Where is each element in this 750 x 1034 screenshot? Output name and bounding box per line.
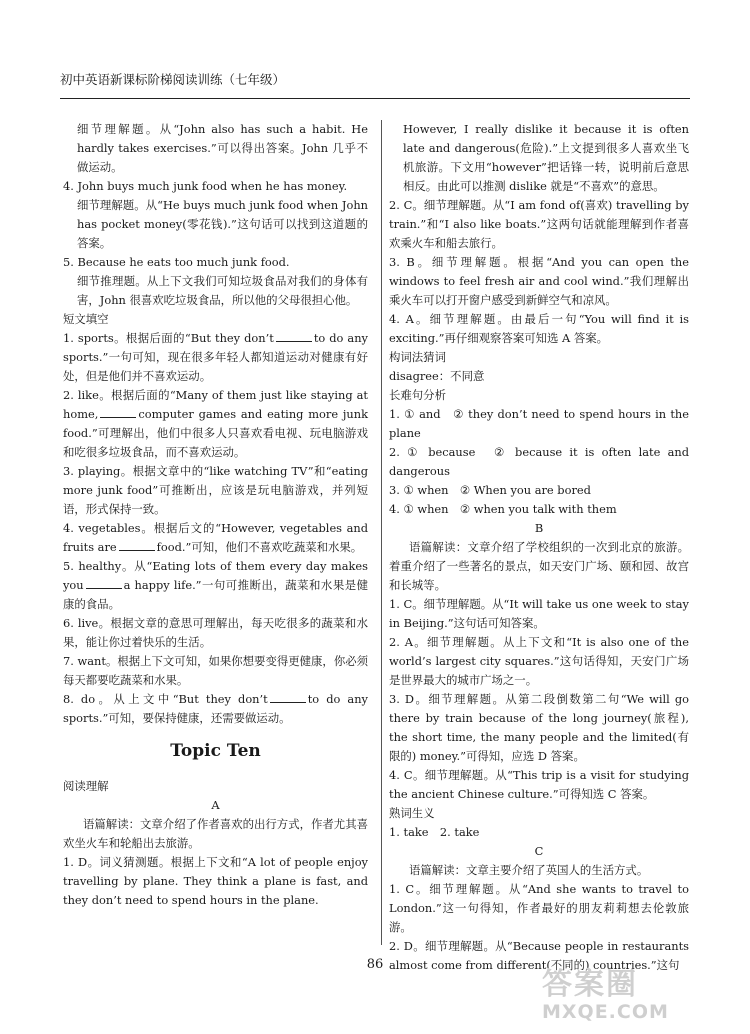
answer-item: 1. C。细节理解题。从“And she wants to travel to London.”这一句得知，作者最好的朋友莉莉想去伦敦旅游。 — [389, 882, 689, 934]
header-rule — [60, 98, 690, 99]
text-paragraph: 细节推理题。从上下文我们可知垃圾食品对我们的身体有害，John 很喜欢吃垃圾食品，所以他的父母很担心他。 — [77, 274, 368, 307]
answer-text: 4. vegetables。根据后文的“However, vegetables and fruits are — [63, 521, 368, 554]
subsection-label: B — [534, 521, 544, 535]
answer-item: 1. C。细节理解题。从“It will take us one week to stay in Beijing.”这句话可知答案。 — [389, 597, 689, 630]
answer-item: 4. A。细节理解题。由最后一句“You will find it is exciting.”再仔细观察答案可知选 A 答案。 — [389, 312, 689, 345]
text-paragraph: 细节理解题。从“He buys much junk food when John has pocket money(零花钱).”这句话可以找到这道题的答案。 — [77, 198, 368, 250]
answer-item: 1. ① and ② they don’t need to spend hours in the plane — [389, 407, 689, 440]
answer-text: 5. healthy。从“Eating lots of them every day makes you — [63, 559, 368, 592]
column-divider — [381, 120, 382, 945]
answer-item — [63, 329, 368, 386]
answer-text: computer games and eating more junk food.”可理解出，他们中很多人只喜欢看电视、玩电脑游戏和吃很多垃圾食品，而不喜欢运动。 — [63, 407, 368, 459]
section-heading: 短文填空 — [63, 312, 109, 326]
right-column — [389, 120, 689, 975]
passage-summary: 语篇解读：文章介绍了作者喜欢的出行方式，作者尤其喜欢坐火车和轮船出去旅游。 — [63, 817, 368, 850]
answer-text: to do any sports.”可知，要保持健康，还需要做运动。 — [63, 692, 368, 725]
subsection-label: A — [211, 798, 220, 812]
text-line: disagree：不同意 — [389, 369, 485, 383]
section-heading: 熟词生义 — [389, 806, 435, 820]
answer-item — [63, 519, 368, 557]
watermark-text: 答案圈 — [542, 967, 638, 1002]
answer-item — [63, 690, 368, 728]
answer-item: 5. Because he eats too much junk food. — [63, 255, 290, 269]
page-number: 86 — [366, 957, 384, 972]
answer-text: 8. do。从上文中“But they don’t — [63, 692, 268, 706]
answer-text: food.”可知，他们不喜欢吃蔬菜和水果。 — [156, 540, 363, 554]
fill-blank — [276, 331, 312, 342]
answer-item: 4. C。细节理解题。从“This trip is a visit for studying the ancient Chinese culture.”可得知选 C 答案。 — [389, 768, 689, 801]
answer-item — [63, 386, 368, 462]
fill-blank — [100, 407, 136, 418]
left-column — [63, 120, 368, 910]
answer-item: 1. D。词义猜测题。根据上下文和“A lot of people enjoy travelling by plane. They think a plane is fast, and they don’t need to spend hours in the plane. — [63, 855, 368, 907]
passage-summary: 语篇解读：文章主要介绍了英国人的生活方式。 — [409, 863, 649, 877]
answer-item: 4. John buys much junk food when he has money. — [63, 179, 348, 193]
answer-text: 1. sports。根据后面的“But they don’t — [63, 331, 274, 345]
answer-item: 2. ① because ② because it is often late and dangerous — [389, 445, 689, 478]
topic-title: Topic Ten — [170, 741, 261, 761]
answer-item: 6. live。根据文章的意思可理解出，每天吃很多的蔬菜和水果，能让你过着快乐的生活。 — [63, 616, 368, 649]
watermark-url: MXQE.COM — [542, 1001, 669, 1023]
fill-blank — [86, 578, 122, 589]
answer-item: 3. B。细节理解题。根据“And you can open the windows to feel fresh air and cool wind.”我们理解出乘火车可以打开窗户感受到新鲜空气和凉风。 — [389, 255, 689, 307]
answer-item: 3. D。细节理解题。从第二段倒数第二句“We will go there by train because of the long journey(旅程), the short time, the many people and the limited(有限的) money.”可得知，应选 D 答案。 — [389, 692, 689, 763]
text-paragraph: However, I really dislike it because it is often late and dangerous(危险).”上文提到很多人喜欢坐飞机旅游。下文用“however”把话锋一转，说明前后意思相反。由此可以推测 dislike 就是“不喜欢”的意思。 — [403, 122, 689, 193]
section-heading: 长难句分析 — [389, 388, 446, 402]
fill-blank — [270, 692, 306, 703]
answer-text: to do any sports.”一句可知，现在很多年轻人都知道运动对健康有好处，但是他们并不喜欢运动。 — [63, 331, 368, 383]
answer-text: 2. like。根据后面的“Many of them just like staying at home, — [63, 388, 368, 421]
passage-summary: 语篇解读：文章介绍了学校组织的一次到北京的旅游。着重介绍了一些著名的景点，如天安门广场、颐和园、故宫和长城等。 — [389, 540, 689, 592]
site-watermark — [542, 968, 732, 1026]
answer-item: 2. A。细节理解题。从上下文和“It is also one of the world’s largest city squares.”这句话得知，天安门广场是世界最大的城市广场之一。 — [389, 635, 689, 687]
answer-item: 2. D。细节理解题。从“Because people in restaurants almost come from different(不同的) countries.”这句 — [389, 939, 689, 972]
text-paragraph: 细节理解题。从“John also has such a habit. He hardly takes exercises.”可以得出答案。John 几乎不做运动。 — [77, 122, 368, 174]
answer-item: 3. ① when ② When you are bored — [389, 483, 591, 497]
answer-text: a happy life.”一句可推断出，蔬菜和水果是健康的食品。 — [63, 578, 368, 611]
answer-item — [63, 557, 368, 614]
answer-item: 3. playing。根据文章中的“like watching TV”和“eating more junk food”可推断出，应该是玩电脑游戏，并列短语，形式保持一致。 — [63, 464, 368, 516]
answer-item: 7. want。根据上下文可知，如果你想要变得更健康，你必须每天都要吃蔬菜和水果。 — [63, 654, 368, 687]
answer-item: 2. C。细节理解题。从“I am fond of(喜欢) travelling by train.”和“I also like boats.”这两句话就能理解到作者喜欢乘火车和船去旅行。 — [389, 198, 689, 250]
text-line: 1. take 2. take — [389, 825, 480, 839]
answer-item: 4. ① when ② when you talk with them — [389, 502, 617, 516]
page-header: 初中英语新课标阶梯阅读训练（七年级） — [60, 72, 286, 87]
fill-blank — [119, 540, 155, 551]
section-heading: 阅读理解 — [63, 779, 109, 793]
subsection-label: C — [534, 844, 544, 858]
section-heading: 构词法猜词 — [389, 350, 446, 364]
